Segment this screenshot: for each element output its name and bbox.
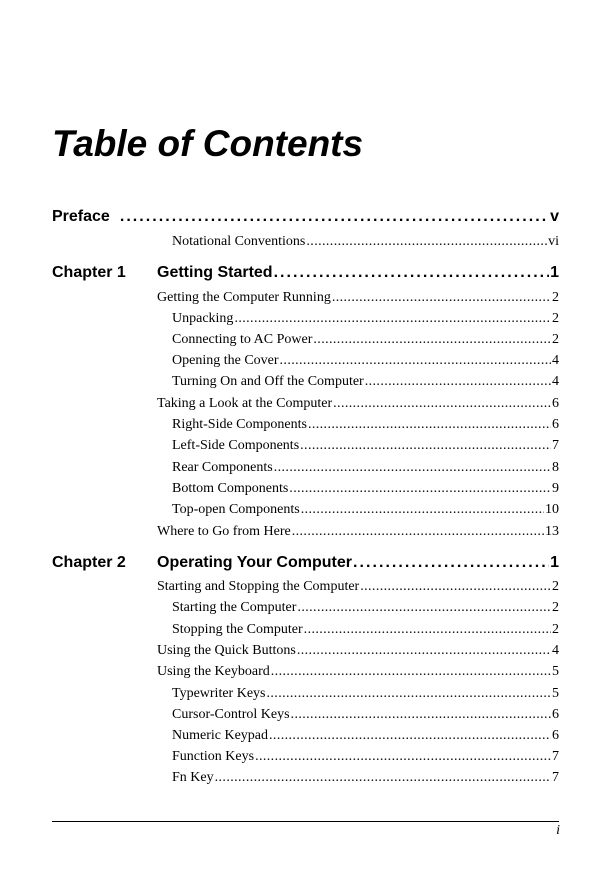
entry-label: Numeric Keypad xyxy=(172,728,269,743)
toc-entry[interactable] xyxy=(157,643,559,659)
toc-entry[interactable] xyxy=(157,664,559,680)
toc-entry[interactable] xyxy=(157,290,559,306)
toc-entry[interactable] xyxy=(172,417,559,433)
chapter-label: Chapter 2 xyxy=(52,554,126,571)
entry-label: Where to Go from Here xyxy=(157,524,291,539)
chapter-title: Operating Your Computer xyxy=(157,554,352,571)
dot-leader xyxy=(365,374,551,390)
toc-entry[interactable] xyxy=(172,332,559,348)
page-number: 6 xyxy=(552,707,559,722)
dot-leader xyxy=(297,643,551,659)
entry-label: Bottom Components xyxy=(172,481,289,496)
toc-entry[interactable] xyxy=(172,311,559,327)
entry-label: Fn Key xyxy=(172,770,214,785)
page-number: 7 xyxy=(552,749,559,764)
dot-leader xyxy=(289,481,551,497)
page-number: 6 xyxy=(552,417,559,432)
dot-leader xyxy=(291,707,551,723)
entry-label: Cursor-Control Keys xyxy=(172,707,290,722)
page-number: 2 xyxy=(552,311,559,326)
preface-row[interactable] xyxy=(52,208,559,226)
dot-leader xyxy=(332,290,551,306)
page-number: 4 xyxy=(552,353,559,368)
dot-leader xyxy=(280,353,551,369)
page-number: 2 xyxy=(552,290,559,305)
toc-entry[interactable] xyxy=(172,502,559,518)
page-number: 13 xyxy=(545,524,559,539)
dot-leader xyxy=(269,728,551,744)
chapter-title-row[interactable] xyxy=(157,554,559,572)
entry-label: Left-Side Components xyxy=(172,438,300,453)
page-number: 2 xyxy=(552,622,559,637)
page-number: 8 xyxy=(552,460,559,475)
page-number: 6 xyxy=(552,396,559,411)
footer-page-number: i xyxy=(556,823,560,838)
dot-leader xyxy=(353,554,549,572)
dot-leader xyxy=(297,600,551,616)
preface-label: Preface xyxy=(52,208,110,225)
entry-label: Opening the Cover xyxy=(172,353,279,368)
entry-label: Function Keys xyxy=(172,749,255,764)
toc-entry[interactable] xyxy=(172,622,559,638)
entry-label: Taking a Look at the Computer xyxy=(157,396,333,411)
dot-leader xyxy=(267,686,552,702)
entry-label: Connecting to AC Power xyxy=(172,332,313,347)
entry-label: Turning On and Off the Computer xyxy=(172,374,364,389)
toc-entry[interactable] xyxy=(172,460,559,476)
toc-entry[interactable] xyxy=(172,728,559,744)
page-number: 5 xyxy=(552,686,559,701)
dot-leader xyxy=(304,622,551,638)
toc-entry[interactable] xyxy=(172,353,559,369)
entry-label: Stopping the Computer xyxy=(172,622,303,637)
entry-label: Using the Quick Buttons xyxy=(157,643,296,658)
toc-entry[interactable] xyxy=(157,579,559,595)
chapter-title: Getting Started xyxy=(157,264,273,281)
page-number: 2 xyxy=(552,600,559,615)
toc-entry[interactable] xyxy=(172,686,559,702)
toc-entry[interactable] xyxy=(172,770,559,786)
dot-leader xyxy=(360,579,551,595)
page-number: 9 xyxy=(552,481,559,496)
dot-leader xyxy=(306,234,547,250)
dot-leader xyxy=(255,749,551,765)
page-number: 4 xyxy=(552,643,559,658)
dot-leader xyxy=(313,332,551,348)
dot-leader xyxy=(271,664,551,680)
page-title: Table of Contents xyxy=(52,123,364,164)
entry-label: Getting the Computer Running xyxy=(157,290,331,305)
page-number: 2 xyxy=(552,579,559,594)
page-number: 5 xyxy=(552,664,559,679)
entry-label: Right-Side Components xyxy=(172,417,307,432)
entry-label: Notational Conventions xyxy=(172,234,306,249)
toc-entry[interactable] xyxy=(172,374,559,390)
dot-leader xyxy=(234,311,551,327)
toc-entry[interactable] xyxy=(172,481,559,497)
toc-entry[interactable] xyxy=(172,707,559,723)
page-number: 1 xyxy=(550,554,559,571)
entry-label: Typewriter Keys xyxy=(172,686,266,701)
dot-leader xyxy=(215,770,551,786)
toc-entry[interactable] xyxy=(157,396,559,412)
toc-entry[interactable] xyxy=(172,600,559,616)
page-number: 7 xyxy=(552,438,559,453)
dot-leader xyxy=(301,502,544,518)
dot-leader xyxy=(274,460,551,476)
page-number: 10 xyxy=(545,502,559,517)
page-number: 6 xyxy=(552,728,559,743)
dot-leader xyxy=(333,396,551,412)
entry-label: Using the Keyboard xyxy=(157,664,270,679)
entry-label: Unpacking xyxy=(172,311,234,326)
toc-entry[interactable] xyxy=(172,749,559,765)
page-number: 4 xyxy=(552,374,559,389)
dot-leader xyxy=(274,264,550,282)
dot-leader xyxy=(292,524,544,540)
footer-rule xyxy=(52,821,559,822)
page-number: 2 xyxy=(552,332,559,347)
entry-label: Starting the Computer xyxy=(172,600,297,615)
page-number: v xyxy=(550,208,559,225)
dot-leader xyxy=(308,417,551,433)
page-number: 7 xyxy=(552,770,559,785)
entry-label: Rear Components xyxy=(172,460,273,475)
dot-leader xyxy=(120,208,549,226)
chapter-title-row[interactable] xyxy=(157,264,559,282)
entry-label: Top-open Components xyxy=(172,502,300,517)
chapter-label: Chapter 1 xyxy=(52,264,126,281)
dot-leader xyxy=(300,438,551,454)
entry-label: Starting and Stopping the Computer xyxy=(157,579,360,594)
page-number: vi xyxy=(548,234,559,249)
toc-entry[interactable] xyxy=(157,524,559,540)
toc-entry[interactable] xyxy=(172,234,559,250)
toc-entry[interactable] xyxy=(172,438,559,454)
page-number: 1 xyxy=(550,264,559,281)
